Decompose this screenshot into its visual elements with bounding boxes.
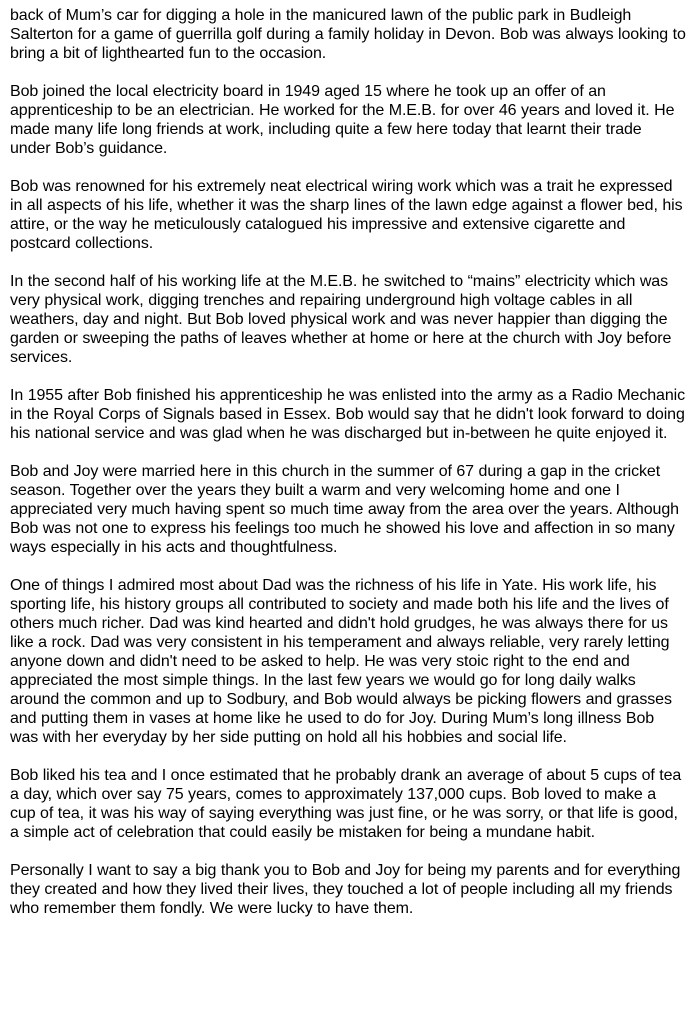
paragraph-guerrilla-golf: back of Mum’s car for digging a hole in the manicured lawn of the public park in Budleigh Salterton for a game of guerrilla golf during a family holiday in Devon. Bob was always looking to bring a bit of lighthearted fun to the occasion. xyxy=(10,7,686,62)
paragraph-army-service: In 1955 after Bob finished his apprenticeship he was enlisted into the army as a Radio Mechanic in the Royal Corps of Signals based in Essex. Bob would say that he didn't look forward to doing his national service and was glad when he was discharged but in-between he quite enjoyed it. xyxy=(10,387,685,442)
paragraph-marriage: Bob and Joy were married here in this church in the summer of 67 during a gap in the cricket season. Together over the years they built a warm and very welcoming home and one I appreciated very much having spent so much time away from the area over the years. Although Bob was not one to express his feelings too much he showed his love and affection in so many ways especially in his acts and thoughtfulness. xyxy=(10,463,679,556)
paragraph-mains-electricity: In the second half of his working life at the M.E.B. he switched to “mains” electricity which was very physical work, digging trenches and repairing underground high voltage cables in all weathers, day and night. But Bob loved physical work and was never happier than digging the garden or sweeping the paths of leaves whether at home or here at the church with Joy before services. xyxy=(10,273,672,366)
paragraph-neat-wiring: Bob was renowned for his extremely neat electrical wiring work which was a trait he expressed in all aspects of his life, whether it was the sharp lines of the lawn edge against a flower bed, his attire, or the way he meticulously catalogued his impressive and extensive cigarette and postcard collections. xyxy=(10,178,683,252)
paragraph-tea: Bob liked his tea and I once estimated that he probably drank an average of about 5 cups of tea a day, which over say 75 years, comes to approximately 137,000 cups. Bob loved to make a cup of tea, it was his way of saying everything was just fine, or he was sorry, or that life is good, a simple act of celebration that could easily be mistaken for being a mundane habit. xyxy=(10,767,682,841)
paragraph-life-in-yate: One of things I admired most about Dad was the richness of his life in Yate. His work life, his sporting life, his history groups all contributed to society and made both his life and the lives of others much richer. Dad was kind hearted and didn't hold grudges, he was always there for us like a rock. Dad was very consistent in his temperament and always reliable, very rarely letting anyone down and didn't need to be asked to help. He was very stoic right to the end and appreciated the most simple things. In the last few years we would go for long daily walks around the common and up to Sodbury, and Bob would always be picking flowers and grasses and putting them in vases at home like he used to do for Joy. During Mum’s long illness Bob was with her everyday by her side putting on hold all his hobbies and social life. xyxy=(10,577,672,746)
paragraph-electricity-board: Bob joined the local electricity board in 1949 aged 15 where he took up an offer of an apprenticeship to be an electrician. He worked for the M.E.B. for over 46 years and loved it. He made many life long friends at work, including quite a few here today that learnt their trade under Bob’s guidance. xyxy=(10,83,675,157)
paragraph-thank-you: Personally I want to say a big thank you to Bob and Joy for being my parents and for everything they created and how they lived their lives, they touched a lot of people including all my friends who remember them fondly. We were lucky to have them. xyxy=(10,862,681,917)
